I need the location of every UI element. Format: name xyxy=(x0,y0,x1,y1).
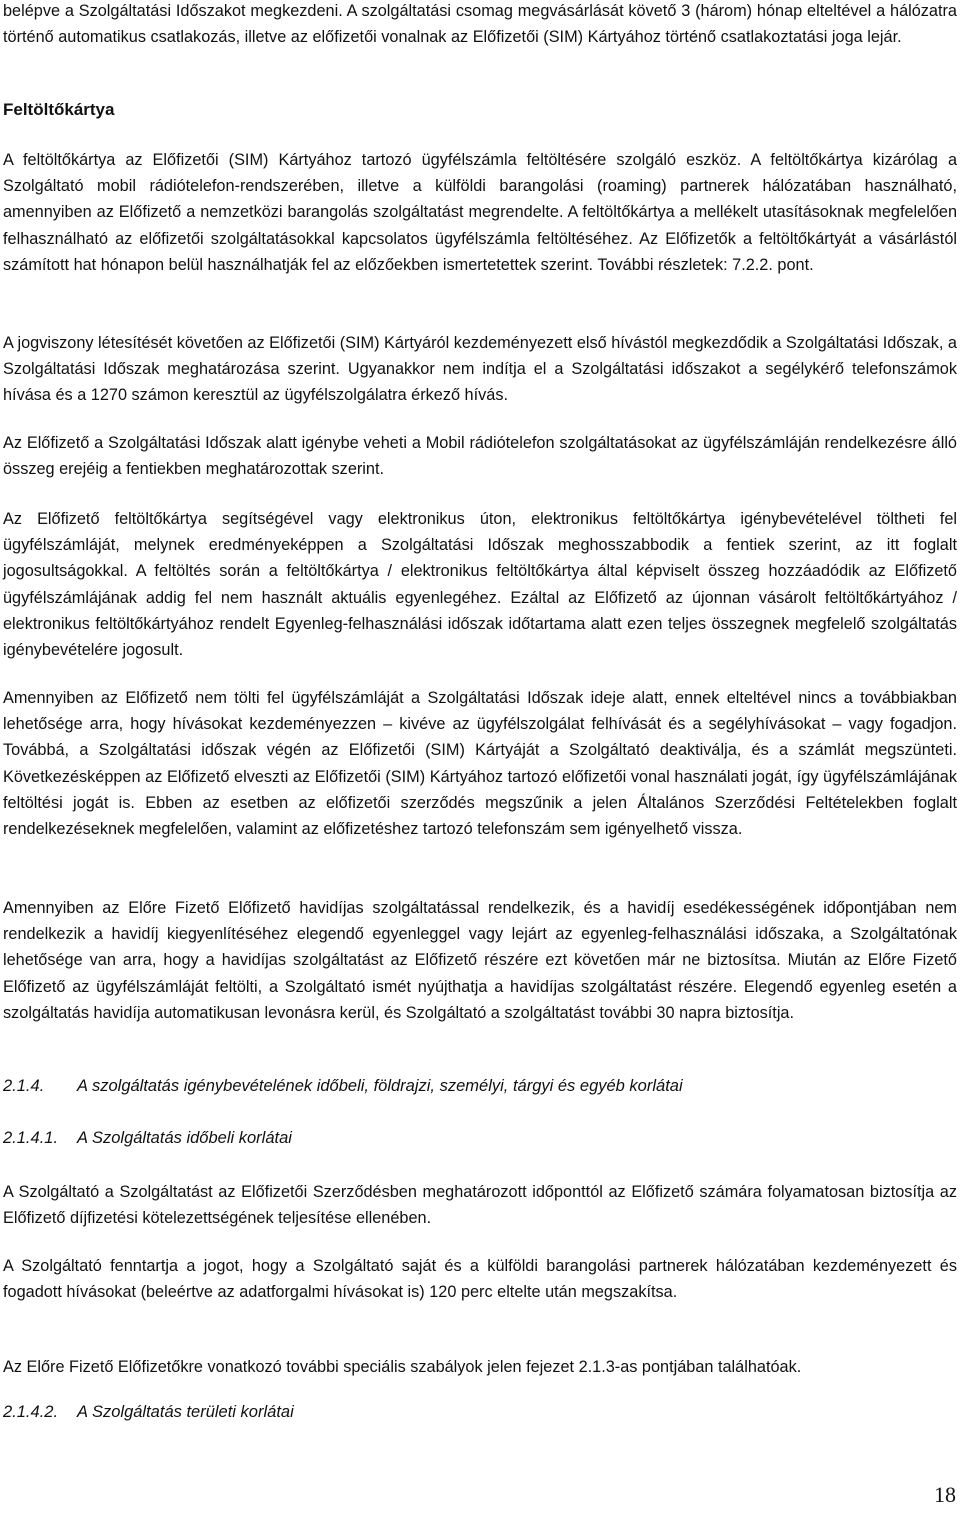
paragraph-service-period-expiry: belépve a Szolgáltatási Időszakot megkezdeni. A szolgáltatási csomag megvásárlását követő 3 (három) hónap elteltével a hálózatra történő automatikus csatlakozás, illetve az előfizetői vonalnak az Előfizetői (SIM) Kártyához történő csatlakoztatási joga lejár. xyxy=(3,2,957,47)
subsection-title: A szolgáltatás igénybevételének időbeli, földrajzi, személyi, tárgyi és egyéb korlátai xyxy=(77,1077,683,1095)
paragraph-topup-methods: Az Előfizető feltöltőkártya segítségével vagy elektronikus úton, elektronikus feltöltőkártya igénybevételével töltheti fel ügyfélszámláját, melynek eredményeképpen a Szolgáltatási Időszak meghosszabbodik a fentiek szerint, az itt foglalt jogosultságokkal. A feltöltés során a feltöltőkártya / elektronikus feltöltőkártya által képviselt összeg hozzáadódik az Előfizető ügyfélszámlájának addig fel nem használt aktuális egyenlegéhez. Ezáltal az Előfizető az újonnan vásárolt feltöltőkártyához / elektronikus feltöltőkártyához rendelt Egyenleg-felhasználási időszak időtartama alatt ezen teljes összegnek megfelelő szolgáltatás igénybevételére jogosult. xyxy=(3,510,957,660)
paragraph-service-period-start: A jogviszony létesítését követően az Előfizetői (SIM) Kártyáról kezdeményezett első hívástól megkezdődik a Szolgáltatási Időszak, a Szolgáltatási Időszak meghatározása szerint. Ugyanakkor nem indítja el a Szolgáltatási időszakot a segélykérő telefonszámok hívása és a 1270 számon keresztül az ügyfélszolgálatra érkező hívás. xyxy=(3,334,957,405)
subsection-title: A Szolgáltatás időbeli korlátai xyxy=(77,1129,292,1147)
subsection-number: 2.1.4.2. xyxy=(3,1403,59,1421)
subsection-heading-2-1-4-1 xyxy=(3,1129,957,1148)
subsection-title: A Szolgáltatás területi korlátai xyxy=(77,1403,294,1421)
paragraph-monthly-fee-service: Amennyiben az Előre Fizető Előfizető havidíjas szolgáltatással rendelkezik, és a havidíj esedékességének időpontjában nem rendelkezik a havidíj kiegyenlítéséhez elegendő egyenleggel vagy lejárt az egyenleg-felhasználási időszaka, a Szolgáltatónak lehetősége van arra, hogy a havidíjas szolgáltatást az Előfizető részére ezt követően már ne biztosítsa. Miután az Előre Fizető Előfizető az ügyfélszámláját feltölti, a Szolgáltató ismét nyújthatja a havidíjas szolgáltatást részére. Elegendő egyenleg esetén a szolgáltatás havidíja automatikusan levonásra kerül, és Szolgáltató a szolgáltatást további 30 napra biztosítja. xyxy=(3,899,957,1022)
subsection-heading-2-1-4 xyxy=(3,1077,957,1096)
paragraph-call-duration-limit: A Szolgáltató fenntartja a jogot, hogy a Szolgáltató saját és a külföldi barangolási partnerek hálózatában kezdeményezett és fogadott hívásokat (beleértve az adatforgalmi hívásokat is) 120 perc eltelte után megszakítsa. xyxy=(3,1257,957,1302)
subsection-number: 2.1.4.1. xyxy=(3,1129,59,1147)
subsection-heading-2-1-4-2 xyxy=(3,1403,957,1422)
paragraph-prepaid-special-rules: Az Előre Fizető Előfizetőkre vonatkozó további speciális szabályok jelen fejezet 2.1.3-as pontjában találhatóak. xyxy=(3,1358,802,1376)
paragraph-topup-card: A feltöltőkártya az Előfizetői (SIM) Kártyához tartozó ügyfélszámla feltöltésére szolgáló eszköz. A feltöltőkártya kizárólag a Szolgáltató mobil rádiótelefon-rendszerében, illetve a külföldi barangolási (roaming) partnerek hálózatában használható, amennyiben az Előfizető a nemzetközi barangolás szolgáltatást megrendelte. A feltöltőkártya a mellékelt utasításoknak megfelelően felhasználható az előfizetői szolgáltatásokkal kapcsolatos ügyfélszámla feltöltéséhez. Az Előfizetők a feltöltőkártyát a vásárlástól számított hat hónapon belül használhatják fel az előzőekben ismertetettek szerint. További részletek: 7.2.2. pont. xyxy=(3,151,957,274)
paragraph-time-limits: A Szolgáltató a Szolgáltatást az Előfizetői Szerződésben meghatározott időponttól az Előfizető számára folyamatosan biztosítja az Előfizető díjfizetési kötelezettségének teljesítése ellenében. xyxy=(3,1183,957,1228)
paragraph-no-topup-consequences: Amennyiben az Előfizető nem tölti fel ügyfélszámláját a Szolgáltatási Időszak ideje alatt, ennek elteltével nincs a továbbiakban lehetősége arra, hogy hívásokat kezdeményezzen – kivéve az ügyfélszolgálat felhívását és a segélyhívásokat – vagy fogadjon. Továbbá, a Szolgáltatási időszak végén az Előfizetői (SIM) Kártyáját a Szolgáltató deaktiválja, és a számlát megszünteti. Következésképpen az Előfizető elveszti az Előfizetői (SIM) Kártyához tartozó előfizetői vonal használati jogát, így ügyfélszámlájának feltöltési jogát is. Ebben az esetben az előfizetői szerződés megszűnik a jelen Általános Szerződési Feltételekben foglalt rendelkezéseknek megfelelően, valamint az előfizetéshez tartozó telefonszám sem igényelhető vissza. xyxy=(3,689,957,839)
subsection-number: 2.1.4. xyxy=(3,1077,45,1095)
page-number: 18 xyxy=(934,1482,956,1507)
section-heading-feltoltokartya: Feltöltőkártya xyxy=(3,100,115,119)
paragraph-service-usage: Az Előfizető a Szolgáltatási Időszak alatt igénybe veheti a Mobil rádiótelefon szolgáltatásokat az ügyfélszámláján rendelkezésre álló összeg erejéig a fentiekben meghatározottak szerint. xyxy=(3,434,957,479)
